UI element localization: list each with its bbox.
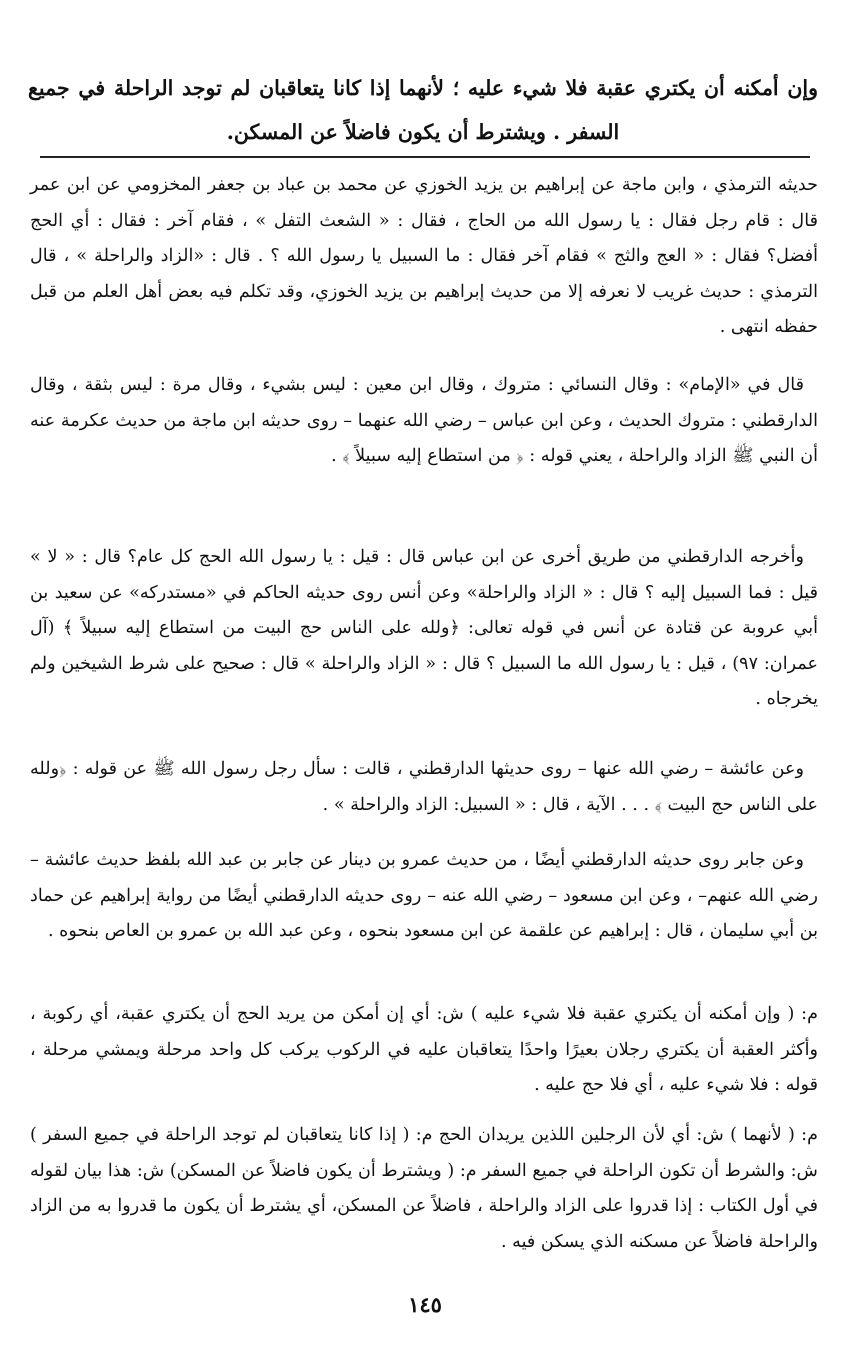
commentary-paragraph-1: حديثه الترمذي ، وابن ماجة عن إبراهيم بن يزيد الخوزي عن محمد بن عباد بن جعفر المخزومي عن ابن عمر قال : قام رجل فقال : يا رسول الله من الحاج ، فقال : « الشعث التفل » ، فقام آخر : فقال : أي الحج أفضل؟ فقال : « العج والثج » فقام آخر فقال : ما السبيل يا رسول الله ؟ . قال : «الزاد والراحلة » ، قال الترمذي : حديث غريب لا نعرفه إلا من حديث إبراهيم بن يزيد الخوزي، وقد تكلم فيه بعض أهل العلم من قبل حفظه انتهى . [30,175,818,337]
commentary-paragraph-4: وعن عائشة – رضي الله عنها – روى حديثها الدارقطني ، قالت : سأل رجل رسول الله ﷺ عن قوله : ﴿ولله على الناس حج البيت ﴾ . . . الآية ، قال : « السبيل: الزاد والراحلة » . [30,759,818,815]
commentary-paragraph-3: وأخرجه الدارقطني من طريق أخرى عن ابن عباس قال : قيل : يا رسول الله الحج كل عام؟ قال : « لا » قيل : فما السبيل إليه ؟ قال : « الزاد والراحلة» وعن أنس روى حديثه الحاكم في «مستدركه» عن سعيد بن أبي عروبة عن قتادة عن أنس في قوله تعالى: ﴿ولله على الناس حج البيت من استطاع إليه سبيلاً ﴾ (آل عمران: ٩٧) ، قيل : يا رسول الله ما السبيل ؟ قال : « الزاد والراحلة » قال : صحيح على شرط الشيخين ولم يخرجاه . [30,547,818,709]
commentary-body [30,168,818,1252]
commentary-paragraph-5: وعن جابر روى حديثه الدارقطني أيضًا ، من حديث عمرو بن دينار عن جابر بن عبد الله بلفظ حديث عائشة –رضي الله عنهم– ، وعن ابن مسعود – رضي الله عنه – روى حديثه الدارقطني أيضًا من رواية إبراهيم عن حماد بن أبي سليمان ، قال : إبراهيم عن علقمة عن ابن مسعود بنحوه ، وعن عبد الله بن عمرو بن العاص بنحوه . [30,850,818,941]
commentary-paragraph-2: قال في «الإمام» : وقال النسائي : متروك ، وقال ابن معين : ليس بشيء ، وقال مرة : ليس بثقة ، وقال الدارقطني : متروك الحديث ، وعن ابن عباس – رضي الله عنهما – روى حديثه ابن ماجة من حديث عكرمة عنه أن النبي ﷺ الزاد والراحلة ، يعني قوله : ﴿ من استطاع إليه سبيلاً ﴾ . [30,375,818,466]
matn-heading-text: وإن أمكنه أن يكتري عقبة فلا شيء عليه ؛ لأنهما إذا كانا يتعاقبان لم توجد الراحلة في جميع السفر . ويشترط أن يكون فاضلاً عن المسكن. [28,76,818,144]
commentary-paragraph-6: م: ( وإن أمكنه أن يكتري عقبة فلا شيء عليه ) ش: أي إن أمكن من يريد الحج أن يكتري عقبة، أي ركوبة ، وأكثر العقبة أن يكتري رجلان بعيرًا واحدًا يتعاقبان عليه في الركوب يركب كل واحد مرحلة ويمشي مرحلة ، قوله : فلا شيء عليه ، أي فلا حج عليه . [30,1004,818,1095]
commentary-paragraph-7: م: ( لأنهما ) ش: أي لأن الرجلين اللذين يريدان الحج م: ( إذا كانا يتعاقبان لم توجد الراحلة في جميع السفر ) ش: والشرط أن تكون الراحلة في جميع السفر م: ( ويشترط أن يكون فاضلاً عن المسكن) ش: هذا بيان لقوله في أول الكتاب : إذا قدروا على الزاد والراحلة ، فاضلاً عن المسكن، أي يشترط أن يكون ما قدروا به من الزاد والراحلة فاضلاً عن مسكنه الذي يسكن فيه . [30,1125,818,1252]
separator-rule [40,156,810,158]
page-number: ١٤٥ [408,1292,442,1317]
